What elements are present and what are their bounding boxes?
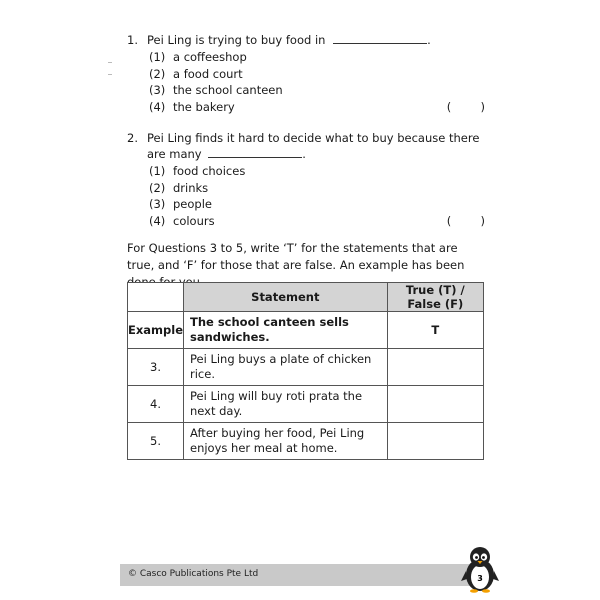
option[interactable] [149, 180, 487, 197]
table-header-row [128, 283, 484, 312]
row-label: 3. [128, 349, 184, 386]
option[interactable] [149, 163, 487, 180]
question-2-stem [127, 130, 487, 162]
table-row [128, 349, 484, 386]
option-text: people [173, 197, 212, 211]
question-2 [127, 130, 487, 229]
answer-blank[interactable] [208, 147, 302, 158]
row-label: 4. [128, 386, 184, 423]
option[interactable] [149, 99, 487, 116]
answer-bracket[interactable]: ( ) [446, 99, 485, 114]
table-row [128, 312, 484, 349]
table-header-empty [128, 283, 184, 312]
option-number: (3) [149, 197, 166, 211]
question-number: 2. [127, 131, 138, 145]
option-number: (2) [149, 66, 166, 81]
penguin-icon [460, 545, 500, 593]
footer-bar [120, 564, 487, 586]
option[interactable] [149, 49, 487, 66]
answer-bracket[interactable]: ( ) [446, 213, 485, 228]
stem-tail: . [427, 33, 431, 47]
question-number: 1. [127, 33, 138, 47]
stem-tail: . [302, 147, 306, 161]
options-list [127, 49, 487, 115]
option[interactable] [149, 82, 487, 99]
copyright-text: © Casco Publications Pte Ltd [128, 569, 259, 579]
options-list [127, 163, 487, 229]
page-number: 3 [477, 574, 483, 583]
row-statement: The school canteen sells sandwiches. [184, 312, 388, 349]
table-header-answer: True (T) / False (F) [387, 283, 483, 312]
margin-mark [108, 74, 112, 75]
option[interactable] [149, 66, 487, 83]
row-label: Example [128, 312, 184, 349]
option-number: (2) [149, 180, 166, 195]
option-text: a food court [173, 66, 243, 81]
option-number: (1) [149, 164, 166, 178]
option-number: (3) [149, 83, 166, 97]
row-statement: Pei Ling buys a plate of chicken rice. [184, 349, 388, 386]
option-text: colours [173, 213, 215, 228]
instructions: For Questions 3 to 5, write ‘T’ for the statements that are true, and ‘F’ for those that are false. An example has been [127, 241, 465, 272]
row-answer-cell[interactable] [387, 386, 483, 423]
answer-blank[interactable] [333, 33, 427, 44]
option-text: drinks [173, 180, 209, 195]
row-label: 5. [128, 423, 184, 460]
row-answer-cell[interactable] [387, 349, 483, 386]
row-statement: Pei Ling will buy roti prata the next day. [184, 386, 388, 423]
row-answer: T [387, 312, 483, 349]
question-text: Pei Ling finds it hard to decide what to buy because there are many [147, 131, 480, 161]
option-text: the bakery [173, 99, 235, 114]
row-statement: After buying her food, Pei Ling enjoys her meal at home. [184, 423, 388, 460]
question-1-stem [127, 32, 487, 48]
question-text: Pei Ling is trying to buy food in [147, 33, 326, 47]
table-row [128, 423, 484, 460]
question-1 [127, 32, 487, 115]
table-row [128, 386, 484, 423]
true-false-table [127, 282, 484, 460]
margin-mark [108, 62, 112, 63]
option-number: (1) [149, 50, 166, 64]
option-number: (4) [149, 99, 166, 114]
option-text: the school canteen [173, 83, 283, 97]
option[interactable] [149, 196, 487, 213]
option-text: food choices [173, 164, 246, 178]
row-answer-cell[interactable] [387, 423, 483, 460]
table-header-statement: Statement [184, 283, 388, 312]
option[interactable] [149, 213, 487, 230]
option-number: (4) [149, 213, 166, 228]
option-text: a coffeeshop [173, 50, 247, 64]
